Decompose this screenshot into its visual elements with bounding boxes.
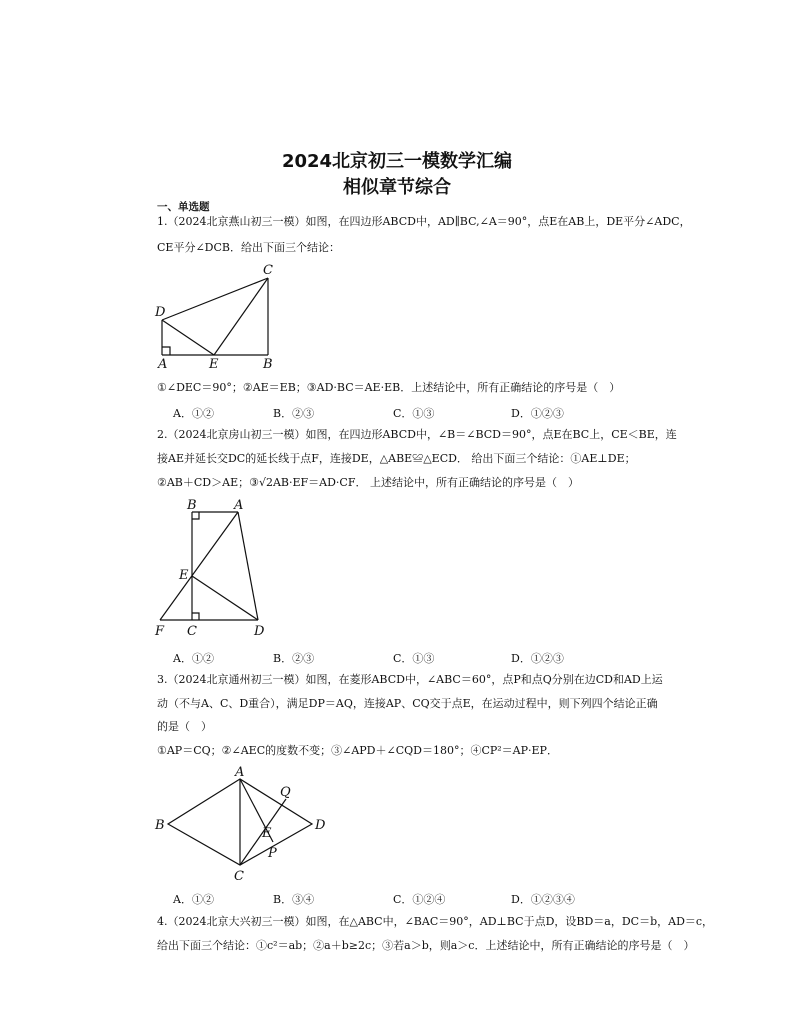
q2-option-c[interactable]: C．①③	[393, 652, 435, 665]
q1-label-d: D	[155, 305, 166, 320]
q1-label-c: C	[263, 263, 273, 278]
q3-option-c[interactable]: C．①②④	[393, 893, 446, 906]
q2-option-a[interactable]: A．①②	[173, 652, 214, 665]
q3-text-line2: 动（不与A、C、D重合），满足DP＝AQ，连接AP、CQ交于点E，在运动过程中，则下列四个结论正确	[157, 697, 658, 710]
q2-text-line2: 接AE并延长交DC的延长线于点F，连接DE，△ABE≌△ECD． 给出下面三个结论：①AE⊥DE；	[157, 452, 636, 465]
q1-figure	[150, 258, 290, 373]
q2-label-d: D	[254, 624, 265, 639]
q3-text-line3: 的是（ ）	[157, 720, 212, 733]
q1-conclusions: ①∠DEC＝90°；②AE＝EB；③AD·BC＝AE·EB．上述结论中，所有正确结论的序号是（ ）	[157, 381, 621, 394]
q2-figure	[150, 497, 275, 640]
q2-option-d[interactable]: D．①②③	[511, 652, 564, 665]
document-title: 2024北京初三一模数学汇编	[281, 151, 513, 172]
q4-text-line1: 4.（2024北京大兴初三一模）如图，在△ABC中，∠BAC＝90°，AD⊥BC于点D，设BD＝a，DC＝b，AD＝c，	[157, 915, 714, 928]
q3-label-p: P	[268, 846, 277, 861]
q3-figure	[150, 763, 330, 885]
q3-label-c: C	[234, 869, 244, 884]
q3-label-b: B	[155, 818, 165, 833]
q1-option-a[interactable]: A．①②	[173, 407, 214, 420]
q2-label-f: F	[155, 624, 165, 639]
q3-label-d: D	[315, 818, 326, 833]
q2-text-line3: ②AB＋CD＞AE；③√2AB·EF＝AD·CF． 上述结论中，所有正确结论的序号是（ ）	[157, 476, 579, 489]
q1-text-line2: CE平分∠DCB．给出下面三个结论：	[157, 241, 340, 254]
q4-text-line2: 给出下面三个结论：①c²＝ab；②a＋b≥2c；③若a＞b，则a＞c．上述结论中，所有正确结论的序号是（ ）	[157, 939, 695, 952]
q3-label-q: Q	[280, 785, 291, 800]
q2-text-line1: 2.（2024北京房山初三一模）如图，在四边形ABCD中，∠B＝∠BCD＝90°，点E在BC上，CE＜BE，连	[157, 428, 677, 441]
q1-option-c[interactable]: C．①③	[393, 407, 435, 420]
q3-label-e: E	[262, 826, 272, 841]
q2-label-b: B	[187, 498, 197, 513]
q2-label-c: C	[187, 624, 197, 639]
q3-text-line1: 3.（2024北京通州初三一模）如图，在菱形ABCD中，∠ABC＝60°，点P和点Q分别在边CD和AD上运	[157, 673, 663, 686]
document-subtitle: 相似章节综合	[343, 177, 451, 198]
q1-option-d[interactable]: D．①②③	[511, 407, 564, 420]
q1-label-b: B	[263, 357, 273, 372]
q3-option-b[interactable]: B．③④	[273, 893, 315, 906]
q2-label-e: E	[179, 568, 189, 583]
q3-conclusions: ①AP＝CQ；②∠AEC的度数不变；③∠APD＋∠CQD＝180°；④CP²＝AP·EP．	[157, 744, 558, 757]
q2-option-b[interactable]: B．②③	[273, 652, 315, 665]
q3-option-a[interactable]: A．①②	[173, 893, 214, 906]
section-heading: 一、单选题	[157, 201, 210, 213]
q2-label-a: A	[234, 498, 244, 513]
q1-label-e: E	[209, 357, 219, 372]
q1-label-a: A	[158, 357, 168, 372]
q3-option-d[interactable]: D．①②③④	[511, 893, 575, 906]
q1-option-b[interactable]: B．②③	[273, 407, 315, 420]
q3-label-a: A	[235, 765, 245, 780]
q1-text-line1: 1.（2024北京燕山初三一模）如图，在四边形ABCD中，AD∥BC,∠A＝90°，点E在AB上，DE平分∠ADC，	[157, 215, 691, 228]
